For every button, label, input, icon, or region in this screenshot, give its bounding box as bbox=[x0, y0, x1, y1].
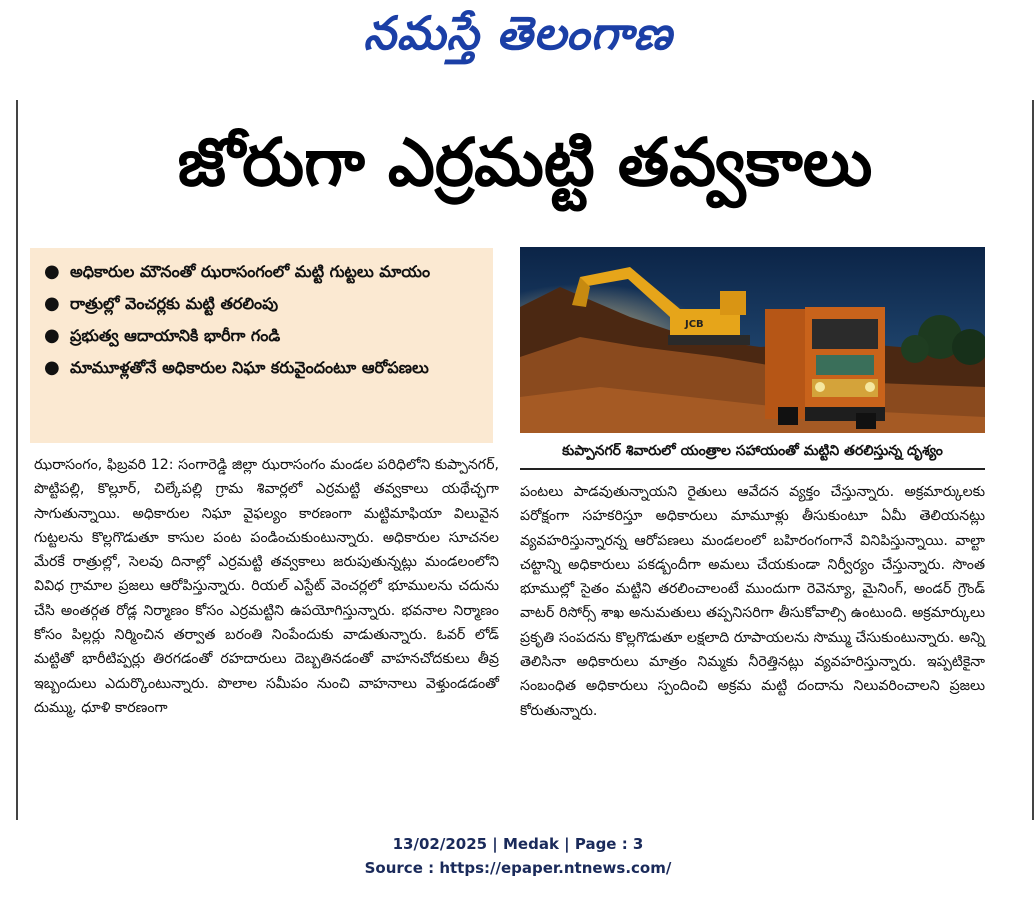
article-body-left-column bbox=[34, 453, 499, 720]
highlight-text: రాత్రుల్లో వెంచర్లకు మట్టి తరలింపు bbox=[70, 294, 279, 313]
edition-info: 13/02/2025 | Medak | Page : 3 bbox=[392, 835, 644, 853]
highlight-item bbox=[44, 288, 483, 320]
bullet-icon: ● bbox=[44, 325, 60, 346]
article-body-right-column bbox=[520, 480, 985, 723]
photo-caption: కుప్పానగర్ శివారులో యంత్రాల సహాయంతో మట్టిని తరలిస్తున్న దృశ్యం bbox=[562, 443, 943, 459]
right-border-rule bbox=[1032, 100, 1034, 820]
masthead-logo: నమస్తే తెలంగాణ bbox=[363, 6, 673, 60]
bullet-icon: ● bbox=[44, 357, 60, 378]
bullet-icon: ● bbox=[44, 261, 60, 282]
svg-text:JCB: JCB bbox=[685, 319, 704, 330]
article-headline: జోరుగా ఎర్రమట్టి తవ్వకాలు bbox=[177, 124, 873, 201]
left-border-rule bbox=[16, 100, 18, 820]
page-footer bbox=[0, 832, 1036, 880]
article-paragraph: పంటలు పాడవుతున్నాయని రైతులు ఆవేదన వ్యక్తం చేస్తున్నారు. అక్రమార్కులకు పరోక్షంగా సహకరిస్తూ అధికారులు మామూళ్లు తీసుకుంటూ ఏమీ తెలియనట్లు వ్యవహరిస్తున్నారన్న ఆరోపణలు మండలంలో బహిరంగంగానే వినిపిస్తున్నాయి. వాల్టా చట్టాన్ని అధికారులు పకడ్బందీగా అమలు చేయకుండా నిర్వీర్యం చేస్తున్నారు. సొంత భూముల్లో సైతం మట్టిని తరలించాలంటే ముందుగా రెవెన్యూ, మైనింగ్, అండర్ గ్రౌండ్ వాటర్ రిసోర్స్ శాఖ అనుమతులు తప్పనిసరిగా తీసుకోవాల్సి ఉంటుంది. అక్రమార్కులు ప్రకృతి సంపదను కొల్లగొడుతూ లక్షలాది రూపాయలను సొమ్ము చేసుకుంటున్నారు. అన్ని తెలిసినా అధికారులు మాత్రం నిమ్మకు నీరెత్తినట్లు వ్యవహరిస్తున్నారు. ఇప్పటికైనా సంబంధిత అధికారులు స్పందించి అక్రమ మట్టి దందాను నిలువరించాలని ప్రజలు కోరుతున్నారు. bbox=[520, 484, 985, 719]
masthead bbox=[0, 0, 1036, 80]
highlight-item bbox=[44, 256, 483, 288]
source-link[interactable]: Source : https://epaper.ntnews.com/ bbox=[364, 859, 672, 877]
caption-divider bbox=[520, 468, 985, 470]
highlight-item bbox=[44, 352, 483, 384]
excavator-truck-illustration bbox=[520, 247, 985, 433]
highlight-text: అధికారుల మౌనంతో ఝరాసంగంలో మట్టి గుట్టలు మాయం bbox=[70, 262, 431, 281]
highlights-box bbox=[30, 248, 493, 443]
article-paragraph: ఝరాసంగం, ఫిబ్రవరి 12: సంగారెడ్డి జిల్లా ఝరాసంగం మండల పరిధిలోని కుప్పానగర్, పొట్టిపల్లి, కొల్లూర్, చిల్కేపల్లి గ్రామ శివార్లలో ఎర్రమట్టి తవ్వకాలు యథేచ్ఛగా సాగుతున్నాయి. అధికారుల నిఘా వైఫల్యం కారణంగా మట్టిమాఫియా విలువైన గుట్టలను కొల్లగొడుతూ కాసుల పంట పండించుకుంటున్నారు. అధికారుల సూచనల మేరకే రాత్రుల్లో, సెలవు దినాల్లో ఎర్రమట్టి తవ్వకాలు జరుపుతున్నట్లు మండలంలోని వివిధ గ్రామాల ప్రజలు ఆరోపిస్తున్నారు. రియల్ ఎస్టేట్ వెంచర్లలో భూములను చదును చేసి అంతర్గత రోడ్ల నిర్మాణం కోసం ఎర్రమట్టిని ఉపయోగిస్తున్నారు. భవనాల నిర్మాణం కోసం పిల్లర్లు నిర్మించిన తర్వాత బరంతి నింపేందుకు వాడుతున్నారు. ఓవర్ లోడ్ మట్టితో భారీటిప్పర్లు తిరగడంతో రహదారులు దెబ్బతినడంతో వాహనచోదకులు తీవ్ర ఇబ్బందులు ఎదుర్కొంటున్నారు. పొలాల సమీపం నుంచి వాహనాలు వెళ్తుండడంతో దుమ్ము, ధూళి కారణంగా bbox=[34, 457, 499, 716]
highlight-text: ప్రభుత్వ ఆదాయానికి భారీగా గండి bbox=[70, 326, 281, 345]
news-photo bbox=[520, 247, 985, 433]
highlight-item bbox=[44, 320, 483, 352]
highlight-text: మామూళ్లతోనే అధికారుల నిఘా కరువైందంటూ ఆరోపణలు bbox=[70, 358, 429, 377]
bullet-icon: ● bbox=[44, 293, 60, 314]
